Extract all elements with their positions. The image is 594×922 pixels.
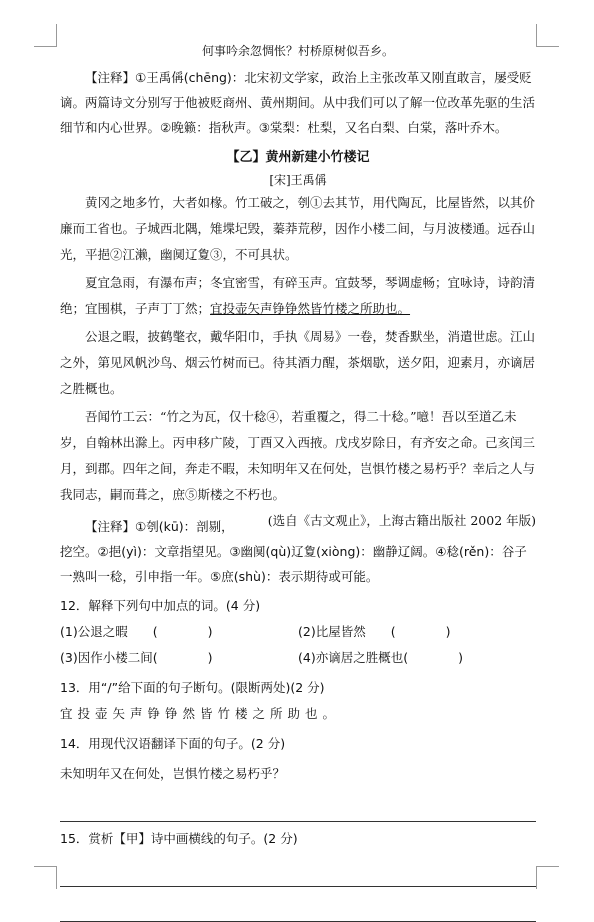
q12-item: (1)公退之暇 ( ) xyxy=(60,624,213,639)
essay-para-1: 黄冈之地多竹，大者如椽。竹工破之，刳①去其节，用代陶瓦，比屋皆然，以其价廉而工省也。子城西北隅，雉堞圮毁，蓁莽荒秽，因作小楼二间，与月波楼通。远吞山光，平挹②江濑，幽阒辽夐③，不可具状。 xyxy=(60,195,536,262)
question-14-text: 未知明年又在何处，岂惧竹楼之易朽乎？ xyxy=(60,766,286,781)
question-15: 15．赏析【甲】诗中画横线的句子。(2 分) xyxy=(60,831,298,846)
document-page xyxy=(60,40,536,922)
annotation-2: 【注释】①刳(kū)：剖剔，挖空。②挹(yì)：文章指望见。③幽阒(qù)辽夐(xiòng)：幽静辽阔。④稔(rěn)：谷子一熟叫一稔，引申指一年。⑤庶(shù)：表示期待或可能。 xyxy=(60,519,527,584)
crop-mark-bottom-right xyxy=(536,866,559,889)
essay-para-3: 公退之暇，披鹤氅衣，戴华阳巾，手执《周易》一卷，焚香默坐，消遣世虑。江山之外，第见风帆沙鸟、烟云竹树而已。待其酒力醒，茶烟歇，送夕阳，迎素月，亦谪居之胜概也。 xyxy=(60,329,536,396)
q12-item: (3)因作小楼二间( ) xyxy=(60,650,213,665)
crop-mark-top-right xyxy=(536,24,559,47)
question-12-items xyxy=(60,619,536,671)
question-13: 13．用“/”给下面的句子断句。(限断两处)(2 分) xyxy=(60,680,325,695)
source-citation: (选自《古文观止》，上海古籍出版社 2002 年版) xyxy=(267,513,536,528)
crop-mark-bottom-left xyxy=(34,866,57,889)
question-12: 12．解释下列句中加点的词。(4 分) xyxy=(60,598,261,613)
poem-last-line: 何事吟余忽惆怅？村桥原树似吾乡。 xyxy=(201,44,394,58)
answer-line[interactable] xyxy=(60,795,536,822)
question-14: 14．用现代汉语翻译下面的句子。(2 分) xyxy=(60,736,286,751)
essay-title: 【乙】黄州新建小竹楼记 xyxy=(226,150,370,165)
crop-mark-top-left xyxy=(34,24,57,47)
answer-line[interactable] xyxy=(60,860,536,887)
question-13-text: 宜投壶矢声铮铮然皆竹楼之所助也。 xyxy=(60,706,341,721)
annotation-1: 【注释】①王禹偁(chēng)：北宋初文学家，政治上主张改革又刚直敢言，屡受贬谪。两篇诗文分别写于他被贬商州、黄州期间。从中我们可以了解一位改革先驱的生活细节和内心世界。②晚籁：指秋声。③棠梨：杜梨，又名白梨、白棠，落叶乔木。 xyxy=(60,70,536,135)
q12-item: (4)亦谪居之胜概也( ) xyxy=(298,650,463,665)
essay-author: [宋]王禹偁 xyxy=(269,173,327,187)
q12-item: (2)比屋皆然 ( ) xyxy=(298,624,451,639)
underlined-sentence: 宜投壶矢声铮铮然皆竹楼之所助也。 xyxy=(210,301,411,316)
answer-line[interactable] xyxy=(60,895,536,922)
essay-para-4: 吾闻竹工云：“竹之为瓦，仅十稔④，若重覆之，得二十稔。”噫！吾以至道乙未岁，自翰林出滁上。丙申移广陵，丁酉又入西掖。戊戌岁除日，有齐安之命。己亥闰三月，到郡。四年之间，奔走不暇，未知明年又在何处，岂惧竹楼之易朽乎？幸后之人与我同志，嗣而葺之，庶⑤斯楼之不朽也。 (选自《古文观止》，上海古籍出版社 2002 年版) xyxy=(60,404,536,508)
essay-para-2: 夏宜急雨，有瀑布声；冬宜密雪，有碎玉声。宜鼓琴，琴调虚畅；宜咏诗，诗韵清绝；宜围棋，子声丁丁然；宜投壶矢声铮铮然皆竹楼之所助也。 xyxy=(60,275,536,316)
